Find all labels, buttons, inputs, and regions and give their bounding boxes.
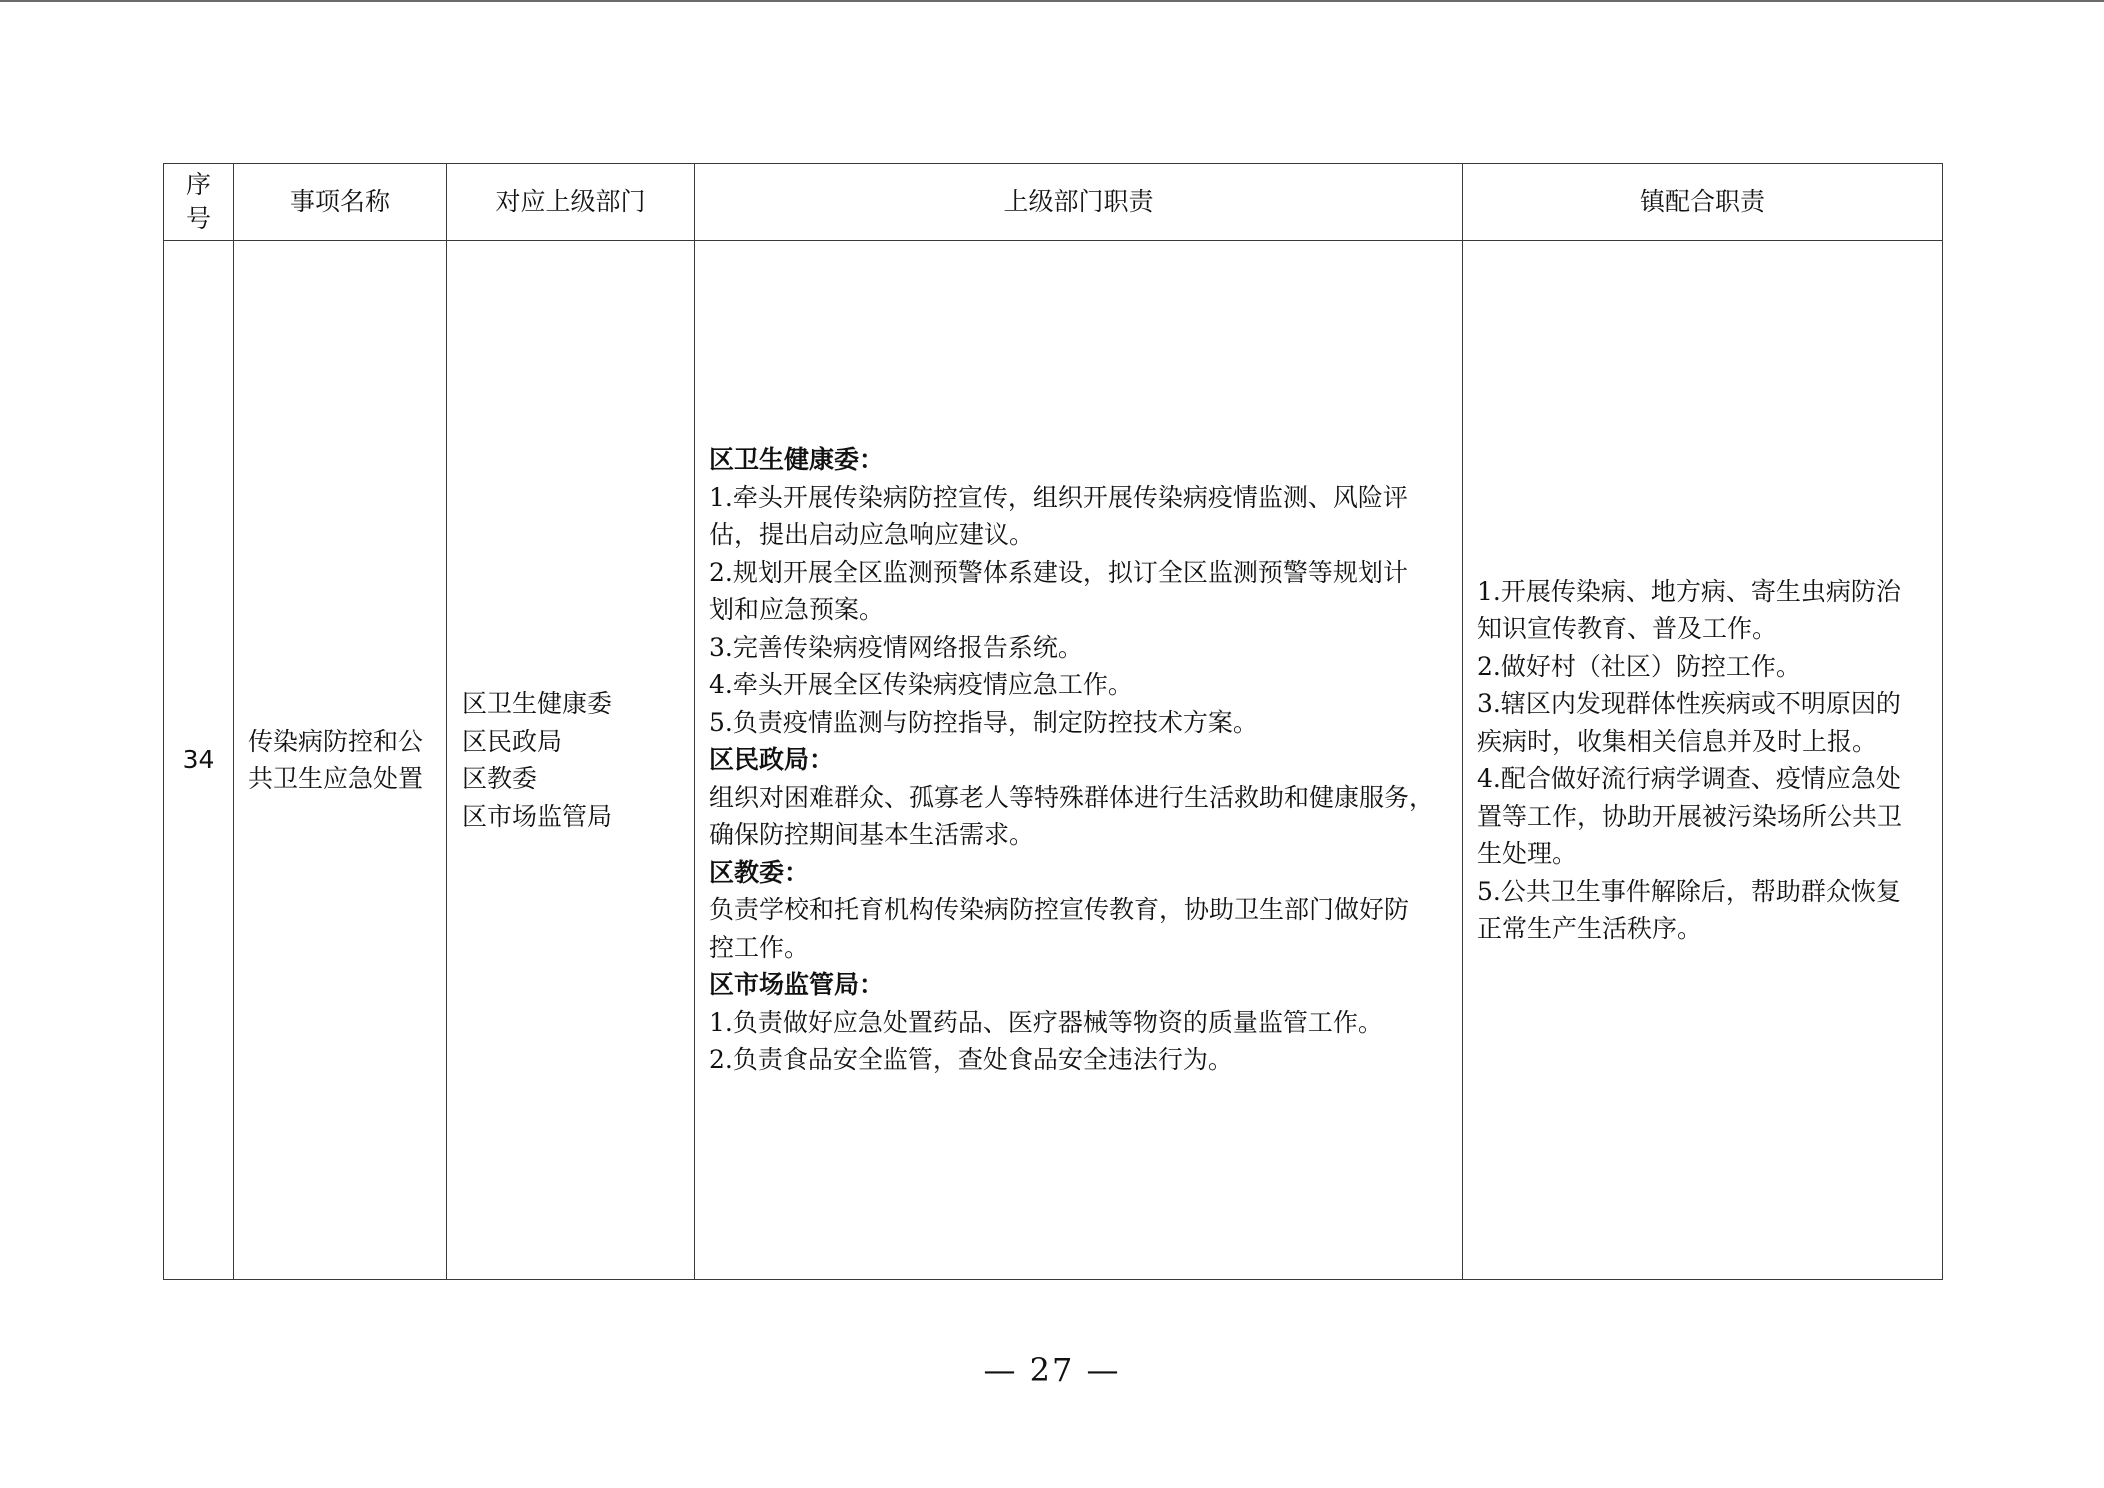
dept-line: 区民政局 [462, 726, 563, 756]
town-duty-line: 疾病时，收集相关信息并及时上报。 [1477, 726, 1878, 756]
duty-line: 5.负责疫情监测与防控指导，制定防控技术方案。 [709, 707, 1258, 737]
duty-line: 划和应急预案。 [709, 595, 885, 625]
dept-line: 区市场监管局 [462, 801, 613, 831]
town-duty-line: 3.辖区内发现群体性疾病或不明原因的 [1477, 689, 1901, 718]
cell-town-duty [1463, 241, 1943, 1280]
town-duty-line: 1.开展传染病、地方病、寄生虫病防治 [1477, 576, 1901, 606]
cell-dept [447, 241, 695, 1280]
header-seq-line: 号 [185, 204, 211, 233]
header-item-name: 事项名称 [234, 164, 447, 241]
header-row [164, 164, 1943, 241]
duty-line: 3.完善传染病疫情网络报告系统。 [709, 632, 1083, 662]
duty-line: 组织对困难群众、孤寡老人等特殊群体进行生活救助和健康服务， [709, 782, 1435, 812]
town-duty-line: 正常生产生活秩序。 [1477, 914, 1703, 943]
cell-seq: 34 [164, 241, 234, 1280]
duty-heading: 区教委： [709, 857, 810, 887]
duty-line: 负责学校和托育机构传染病防控宣传教育，协助卫生部门做好防 [709, 895, 1410, 925]
table-row [164, 241, 1943, 1280]
dept-line: 区卫生健康委 [462, 689, 613, 718]
duty-heading: 区市场监管局： [709, 970, 885, 1000]
duty-line: 控工作。 [709, 932, 810, 962]
item-name-line: 传染病防控和公 [248, 726, 424, 756]
duty-line: 4.牵头开展全区传染病疫情应急工作。 [709, 670, 1133, 700]
header-town-duty: 镇配合职责 [1463, 164, 1943, 241]
duty-table [163, 163, 1943, 1280]
cell-item-name [234, 241, 447, 1280]
cell-dept-duty [695, 241, 1463, 1280]
town-duty-line: 4.配合做好流行病学调查、疫情应急处 [1477, 764, 1901, 793]
town-duty-line: 2.做好村（社区）防控工作。 [1477, 651, 1801, 681]
town-duty-line: 生处理。 [1477, 839, 1578, 868]
duty-line: 估，提出启动应急响应建议。 [709, 520, 1035, 550]
town-duty-line: 置等工作，协助开展被污染场所公共卫 [1477, 801, 1903, 831]
duty-line: 1.负责做好应急处置药品、医疗器械等物资的质量监管工作。 [709, 1007, 1383, 1037]
item-name-line: 共卫生应急处置 [248, 764, 424, 793]
header-dept-duty: 上级部门职责 [695, 164, 1463, 241]
header-seq [164, 164, 234, 241]
duty-heading: 区民政局： [709, 745, 835, 775]
town-duty-line: 5.公共卫生事件解除后，帮助群众恢复 [1477, 876, 1901, 906]
header-seq-line: 序 [185, 170, 211, 199]
duty-heading: 区卫生健康委： [709, 445, 885, 475]
page-top-rule [0, 0, 2104, 2]
page-number: — 27 — [983, 1351, 1121, 1389]
header-dept: 对应上级部门 [447, 164, 695, 241]
duty-line: 确保防控期间基本生活需求。 [709, 820, 1035, 850]
duty-line: 2.负责食品安全监管，查处食品安全违法行为。 [709, 1045, 1233, 1075]
duty-line: 1.牵头开展传染病防控宣传，组织开展传染病疫情监测、风险评 [709, 482, 1408, 512]
town-duty-line: 知识宣传教育、普及工作。 [1477, 614, 1778, 643]
duty-line: 2.规划开展全区监测预警体系建设，拟订全区监测预警等规划计 [709, 557, 1408, 587]
dept-line: 区教委 [462, 764, 538, 793]
